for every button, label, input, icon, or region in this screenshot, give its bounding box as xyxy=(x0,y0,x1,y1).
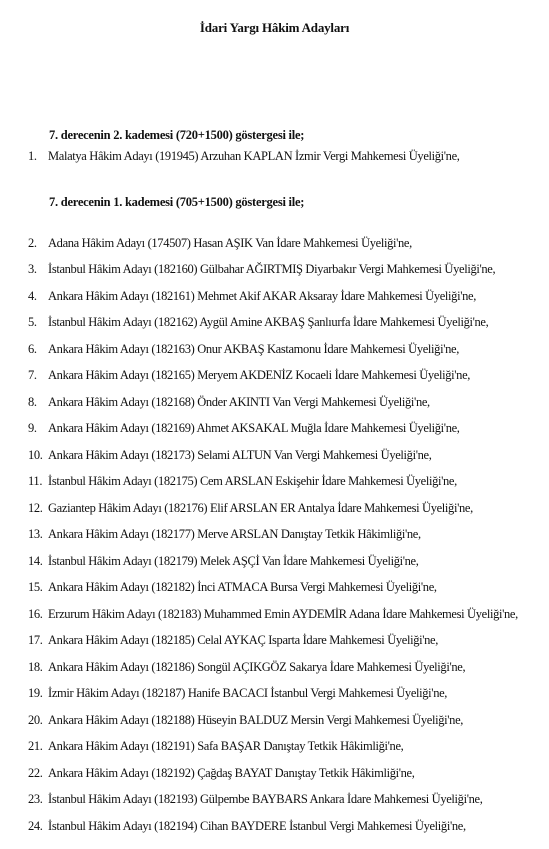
list-item xyxy=(28,632,438,648)
list-item-text: Ankara Hâkim Adayı (182168) Önder AKINTI Van Vergi Mahkemesi Üyeliği'ne, xyxy=(48,395,430,409)
list-item-text: İstanbul Hâkim Adayı (182194) Cihan BAYDERE İstanbul Vergi Mahkemesi Üyeliği'ne, xyxy=(48,819,466,833)
list-item xyxy=(28,659,465,675)
list-item-text: İstanbul Hâkim Adayı (182179) Melek AŞÇİ Van İdare Mahkemesi Üyeliği'ne, xyxy=(48,554,419,568)
list-item-number: 6. xyxy=(28,342,37,356)
list-item xyxy=(28,261,495,277)
list-item xyxy=(28,685,447,701)
list-item-text: İzmir Hâkim Adayı (182187) Hanife BACACI İstanbul Vergi Mahkemesi Üyeliği'ne, xyxy=(48,686,448,700)
list-item xyxy=(28,818,466,834)
list-item-number: 4. xyxy=(28,289,37,303)
list-item-text: Ankara Hâkim Adayı (182161) Mehmet Akif AKAR Aksaray İdare Mahkemesi Üyeliği'ne, xyxy=(48,289,476,303)
list-item-text: Ankara Hâkim Adayı (182163) Onur AKBAŞ Kastamonu İdare Mahkemesi Üyeliği'ne, xyxy=(48,342,459,356)
list-item-number: 10. xyxy=(28,448,43,462)
section-heading-grade-1: 7. derecenin 1. kademesi (705+1500) göstergesi ile; xyxy=(49,195,305,209)
list-item xyxy=(28,367,470,383)
list-item-number: 22. xyxy=(28,766,43,780)
list-item-text: Ankara Hâkim Adayı (182191) Safa BAŞAR Danıştay Tetkik Hâkimliği'ne, xyxy=(48,739,404,753)
list-item xyxy=(28,712,463,728)
list-item-text: Gaziantep Hâkim Adayı (182176) Elif ARSLAN ER Antalya İdare Mahkemesi Üyeliği'ne, xyxy=(48,501,473,515)
list-item-number: 8. xyxy=(28,395,37,409)
list-item-number: 12. xyxy=(28,501,43,515)
list-item-text: İstanbul Hâkim Adayı (182193) Gülpembe BAYBARS Ankara İdare Mahkemesi Üyeliği'ne, xyxy=(48,792,483,806)
list-item-number: 2. xyxy=(28,236,37,250)
list-item xyxy=(28,420,460,436)
list-item-number: 11. xyxy=(28,474,43,488)
list-item xyxy=(28,606,518,622)
list-item-text: Ankara Hâkim Adayı (182173) Selami ALTUN Van Vergi Mahkemesi Üyeliği'ne, xyxy=(48,448,432,462)
list-item xyxy=(28,500,473,516)
list-item-number: 21. xyxy=(28,739,43,753)
list-item-number: 23. xyxy=(28,792,43,806)
list-item xyxy=(28,288,476,304)
list-item-number: 19. xyxy=(28,686,43,700)
list-item-number: 17. xyxy=(28,633,43,647)
list-item-number: 7. xyxy=(28,368,37,382)
list-item-text: İstanbul Hâkim Adayı (182175) Cem ARSLAN Eskişehir İdare Mahkemesi Üyeliği'ne, xyxy=(48,474,457,488)
list-item-number: 13. xyxy=(28,527,43,541)
list-item xyxy=(28,148,460,164)
list-item-text: Ankara Hâkim Adayı (182185) Celal AYKAÇ Isparta İdare Mahkemesi Üyeliği'ne, xyxy=(48,633,439,647)
list-item xyxy=(28,394,430,410)
list-item-text: Adana Hâkim Adayı (174507) Hasan AŞIK Van İdare Mahkemesi Üyeliği'ne, xyxy=(48,236,412,250)
list-item-text: İstanbul Hâkim Adayı (182162) Aygül Amine AKBAŞ Şanlıurfa İdare Mahkemesi Üyeliği'ne, xyxy=(48,315,489,329)
list-item-number: 20. xyxy=(28,713,43,727)
list-item-text: Erzurum Hâkim Adayı (182183) Muhammed Emin AYDEMİR Adana İdare Mahkemesi Üyeliği'ne, xyxy=(48,607,518,621)
list-item xyxy=(28,314,488,330)
list-item xyxy=(28,579,437,595)
list-item-number: 1. xyxy=(28,149,37,163)
list-item-text: Ankara Hâkim Adayı (182169) Ahmet AKSAKAL Muğla İdare Mahkemesi Üyeliği'ne, xyxy=(48,421,460,435)
list-item-text: İstanbul Hâkim Adayı (182160) Gülbahar AĞIRTMIŞ Diyarbakır Vergi Mahkemesi Üyeliği'ne, xyxy=(48,262,496,276)
document-title: İdari Yargı Hâkim Adayları xyxy=(199,20,350,35)
list-item xyxy=(28,341,459,357)
list-item-number: 18. xyxy=(28,660,43,674)
list-item xyxy=(28,235,412,251)
list-item xyxy=(28,738,403,754)
list-item xyxy=(28,791,482,807)
list-item xyxy=(28,447,431,463)
list-item-text: Ankara Hâkim Adayı (182186) Songül AÇIKGÖZ Sakarya İdare Mahkemesi Üyeliği'ne, xyxy=(48,660,466,674)
list-item-text: Ankara Hâkim Adayı (182177) Merve ARSLAN Danıştay Tetkik Hâkimliği'ne, xyxy=(48,527,421,541)
list-item-number: 5. xyxy=(28,315,37,329)
list-item-text: Ankara Hâkim Adayı (182192) Çağdaş BAYAT Danıştay Tetkik Hâkimliği'ne, xyxy=(48,766,415,780)
list-item-number: 3. xyxy=(28,262,37,276)
list-item-number: 24. xyxy=(28,819,43,833)
list-item xyxy=(28,473,457,489)
list-item-number: 14. xyxy=(28,554,43,568)
list-item-text: Ankara Hâkim Adayı (182182) İnci ATMACA Bursa Vergi Mahkemesi Üyeliği'ne, xyxy=(48,580,437,594)
list-item xyxy=(28,526,421,542)
list-item-text: Malatya Hâkim Adayı (191945) Arzuhan KAPLAN İzmir Vergi Mahkemesi Üyeliği'ne, xyxy=(48,149,460,163)
section-heading-grade-2: 7. derecenin 2. kademesi (720+1500) göstergesi ile; xyxy=(49,128,305,142)
list-item-number: 16. xyxy=(28,607,43,621)
list-item-text: Ankara Hâkim Adayı (182165) Meryem AKDENİZ Kocaeli İdare Mahkemesi Üyeliği'ne, xyxy=(48,368,471,382)
list-item-text: Ankara Hâkim Adayı (182188) Hüseyin BALDUZ Mersin Vergi Mahkemesi Üyeliği'ne, xyxy=(48,713,464,727)
list-item-number: 15. xyxy=(28,580,43,594)
list-item xyxy=(28,765,415,781)
list-item xyxy=(28,553,419,569)
list-item-number: 9. xyxy=(28,421,37,435)
